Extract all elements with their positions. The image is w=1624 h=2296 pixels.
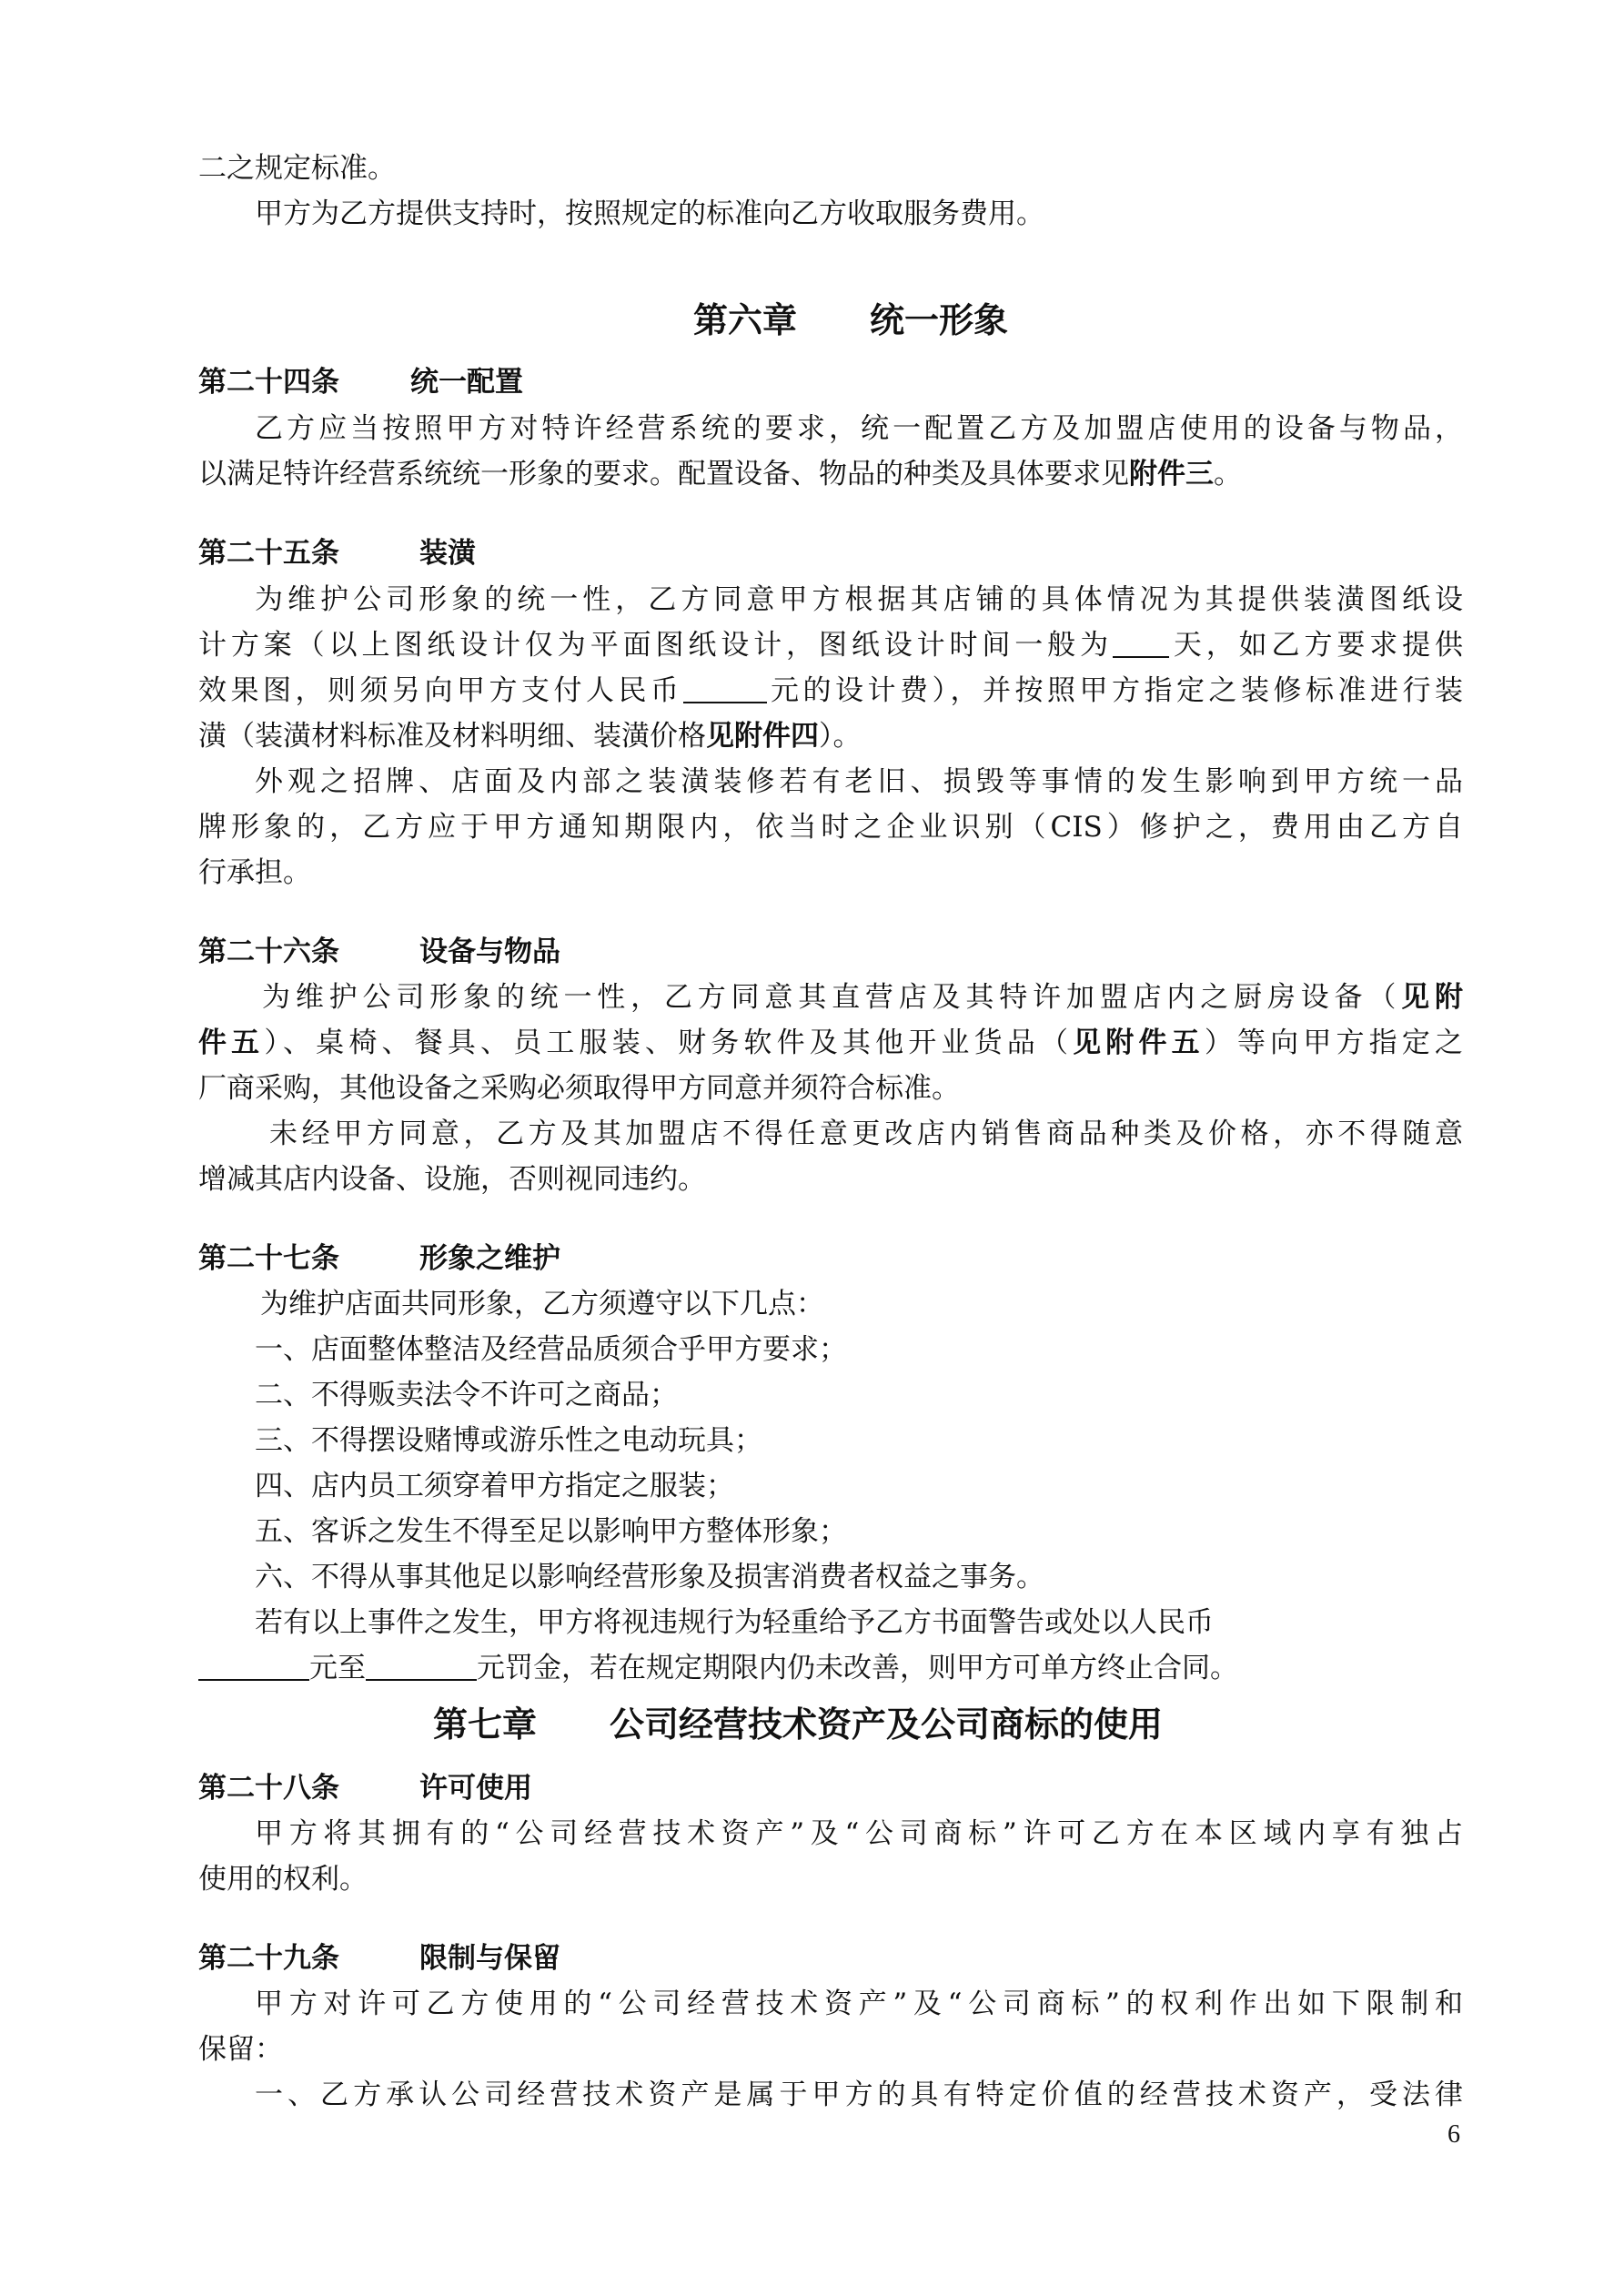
chapter-title: 公司经营技术资产及公司商标的使用 xyxy=(610,1704,1164,1745)
article-title: 形象之维护 xyxy=(419,1242,560,1275)
text-line: 计方案（以上图纸设计仅为平面图纸设计，图纸设计时间一般为 天，如乙方要求提供 xyxy=(198,629,1464,662)
text-line: 元至 元罚金，若在规定期限内仍未改善，则甲方可单方终止合同。 xyxy=(198,1645,1238,1691)
annex-reference: 件五 xyxy=(198,1027,265,1059)
text-line: 甲方为乙方提供支持时，按照规定的标准向乙方收取服务费用。 xyxy=(255,197,1044,230)
text-line: 增减其店内设备、设施，否则视同违约。 xyxy=(198,1163,706,1196)
text-line: 甲方对许可乙方使用的“公司经营技术资产”及“公司商标”的权利作出如下限制和 xyxy=(255,1988,1463,2020)
article-title: 统一配置 xyxy=(410,366,523,399)
chapter-title: 统一形象 xyxy=(870,300,1009,340)
text-line: 保留： xyxy=(198,2033,283,2066)
text-line: 为维护公司形象的统一性，乙方同意其直营店及其特许加盟店内之厨房设备（见附 xyxy=(262,981,1464,1014)
list-item: 二、不得贩卖法令不许可之商品； xyxy=(255,1379,678,1411)
text-line: 使用的权利。 xyxy=(198,1863,368,1896)
list-item: 三、不得摆设赌博或游乐性之电动玩具； xyxy=(255,1424,762,1457)
blank-field xyxy=(1113,629,1169,658)
blank-field xyxy=(198,1652,309,1681)
article-heading xyxy=(198,1765,532,1811)
article-heading xyxy=(198,531,476,576)
text-line: 行承担。 xyxy=(198,856,311,889)
text-line: 二之规定标准。 xyxy=(198,152,396,185)
list-item: 一、店面整体整洁及经营品质须合乎甲方要求； xyxy=(255,1333,847,1366)
article-title: 设备与物品 xyxy=(419,936,560,968)
list-item: 四、店内员工须穿着甲方指定之服装； xyxy=(255,1470,734,1502)
article-heading xyxy=(198,929,560,975)
text-line: 效果图，则须另向甲方支付人民币 元的设计费），并按照甲方指定之装修标准进行装 xyxy=(198,674,1463,707)
article-heading xyxy=(198,1936,560,1981)
article-title: 许可使用 xyxy=(419,1772,532,1805)
article-number: 第二十九条 xyxy=(198,1942,339,1975)
annex-reference: 见附件四 xyxy=(706,720,819,753)
text-line: 乙方应当按照甲方对特许经营系统的要求，统一配置乙方及加盟店使用的设备与物品， xyxy=(255,412,1463,445)
annex-reference: 见附 xyxy=(1401,981,1464,1014)
blank-field xyxy=(683,674,767,703)
text-line: 一、乙方承认公司经营技术资产是属于甲方的具有特定价值的经营技术资产，受法律 xyxy=(255,2079,1463,2111)
list-item: 六、不得从事其他足以影响经营形象及损害消费者权益之事务。 xyxy=(255,1561,1044,1593)
text-line: 潢（装潢材料标准及材料明细、装潢价格见附件四）。 xyxy=(198,720,862,753)
article-heading xyxy=(198,359,523,405)
text-line: 为维护店面共同形象，乙方须遵守以下几点： xyxy=(260,1288,824,1320)
text-line: 未经甲方同意，乙方及其加盟店不得任意更改店内销售商品种类及价格，亦不得随意 xyxy=(269,1118,1463,1150)
article-number: 第二十五条 xyxy=(198,537,339,570)
text-line: 为维护公司形象的统一性，乙方同意甲方根据其店铺的具体情况为其提供装潢图纸设 xyxy=(255,583,1463,616)
chapter-number: 第六章 xyxy=(693,300,798,340)
article-number: 第二十七条 xyxy=(198,1242,339,1275)
chapter-number: 第七章 xyxy=(433,1704,538,1745)
page-number: 6 xyxy=(1447,2120,1460,2149)
article-title: 限制与保留 xyxy=(419,1942,560,1975)
text-line: 外观之招牌、店面及内部之装潢装修若有老旧、损毁等事情的发生影响到甲方统一品 xyxy=(255,765,1463,798)
article-number: 第二十八条 xyxy=(198,1772,339,1805)
text-line: 若有以上事件之发生，甲方将视违规行为轻重给予乙方书面警告或处以人民币 xyxy=(255,1606,1214,1639)
article-number: 第二十六条 xyxy=(198,936,339,968)
text-line: 甲方将其拥有的“公司经营技术资产”及“公司商标”许可乙方在本区域内享有独占 xyxy=(255,1817,1463,1850)
article-heading xyxy=(198,1236,560,1281)
text-line: 以满足特许经营系统统一形象的要求。配置设备、物品的种类及具体要求见附件三。 xyxy=(198,458,1242,491)
chapter-heading xyxy=(433,1697,1163,1752)
annex-reference: 见附件五 xyxy=(1073,1027,1205,1059)
annex-reference: 附件三 xyxy=(1129,458,1214,491)
blank-field xyxy=(366,1652,477,1681)
text-line: 牌形象的，乙方应于甲方通知期限内，依当时之企业识别（CIS）修护之，费用由乙方自 xyxy=(198,811,1463,844)
list-item: 五、客诉之发生不得至足以影响甲方整体形象； xyxy=(255,1515,847,1548)
chapter-heading xyxy=(693,293,1008,348)
text-line: 厂商采购，其他设备之采购必须取得甲方同意并须符合标准。 xyxy=(198,1072,960,1105)
text-line: 件五）、桌椅、餐具、员工服装、财务软件及其他开业货品（见附件五）等向甲方指定之 xyxy=(198,1027,1464,1059)
article-title: 装潢 xyxy=(419,537,476,570)
article-number: 第二十四条 xyxy=(198,366,339,399)
